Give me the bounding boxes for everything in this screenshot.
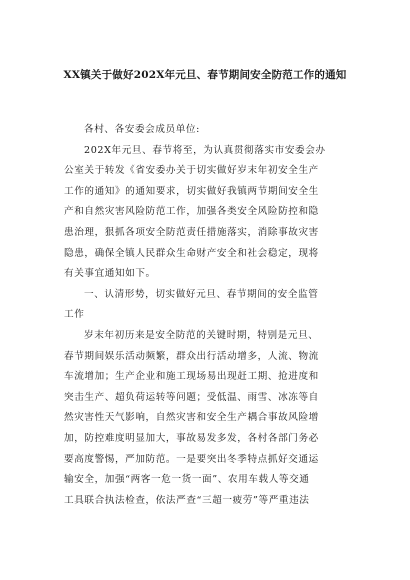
body-line: 公室关于转发《省安委办关于切实做好岁末年初安全生产 [64, 165, 319, 177]
body-line: 工作 [64, 309, 85, 321]
body-line: 202X年元旦、春节将至，为认真贯彻落实市安委会办 [84, 144, 326, 156]
body-line: 岁末年初历来是安全防范的关键时期，特别是元旦、 [84, 329, 319, 341]
body-line: 然灾害性天气影响，自然灾害和安全生产耦合事故风险增 [64, 412, 319, 424]
body-line: 隐患，确保全镇人民群众生命财产安全和社会稳定，现将 [64, 247, 319, 259]
body-line: 一、认清形势，切实做好元旦、春节期间的安全监管 [84, 288, 319, 300]
body-line: 要高度警惕，严加防范。一是要突出冬季特点抓好交通运 [64, 453, 319, 465]
body-line: 有关事宜通知如下。 [64, 268, 156, 280]
body-line: 工作的通知》的通知要求，切实做好我镇两节期间安全生 [64, 185, 319, 197]
body-line: 突击生产、超负荷运转等问题；受低温、雨雪、冰冻等自 [64, 391, 319, 403]
body-line: 春节期间娱乐活动频繁，群众出行活动增多，人流、物流 [64, 350, 319, 362]
body-line: 车流增加；生产企业和施工现场易出现赶工期、抢进度和 [64, 371, 319, 383]
body-line: 患治理，狠抓各项安全防范责任措施落实，消除事故灾害 [64, 226, 319, 238]
body-line: 加，防控难度明显加大，事故易发多发，各村各部门务必 [64, 432, 319, 444]
body-line: 产和自然灾害风险防范工作，加强各类安全风险防控和隐 [64, 206, 319, 218]
document-title: XX镇关于做好202X年元旦、春节期间安全防范工作的通知 [63, 69, 347, 81]
body-line: 工具联合执法检查，依法严查“三超一疲劳”等严重违法 [64, 494, 310, 506]
body-line: 各村、各安委会成员单位: [84, 124, 200, 135]
body-line: 输安全，加强“两客一危一货一面”、农用车载人等交通 [64, 474, 310, 486]
document-body [64, 120, 359, 511]
